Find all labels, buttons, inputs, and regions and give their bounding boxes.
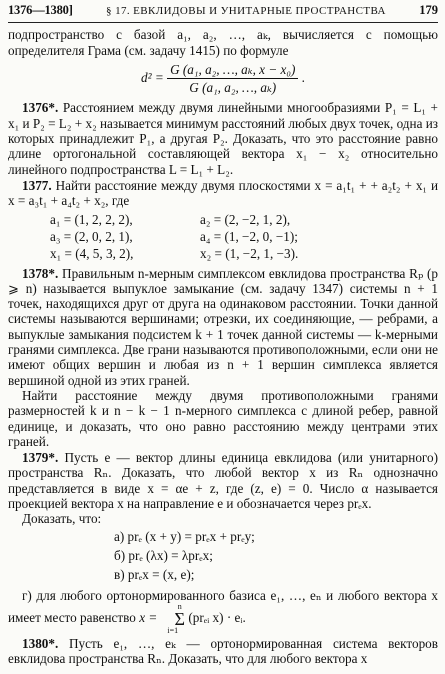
header-page-number: 179 — [419, 3, 438, 17]
item-b: б) prₑ (λx) = λprₑx; — [114, 547, 213, 563]
intro-text: подпространство с базой a₁, a₂, …, aₖ, вычисляется с помощью определителя Грама (см. задачу 1415) по формуле — [8, 27, 438, 58]
vector-row — [50, 212, 438, 229]
formula-numerator: G (a₁, a₂, …, aₖ, x − x₀) — [167, 62, 298, 79]
problem-1380 — [8, 636, 438, 667]
vector-a2: a₂ = (2, −2, 1, 2), — [200, 211, 291, 227]
problem-number: 1379*. — [22, 450, 59, 466]
proof-items — [114, 529, 438, 586]
item-g-text: г) для любого ортонормированного базиса e₁, …, eₙ и любого вектора x имеет место равенство — [8, 587, 438, 625]
problem-text: Расстоянием между двумя линейными многообразиями P₁ = L₁ + x₁ и P₂ = L₂ + x₂ называется минимум расстояний любых двух точек, одна из которых принадлежит P₁, а другая P₂. Доказать, что это расстояние равно длине ортогональной составляющей вектора x₁ − x₂ относительно линейного подпространства L = L₁ + L₂. — [8, 100, 438, 177]
item-a: а) prₑ (x + y) = prₑx + prₑy; — [114, 528, 255, 544]
vector-x1: x₁ = (4, 5, 3, 2), — [50, 245, 134, 261]
problem-1379 — [8, 450, 438, 511]
problem-number: 1380*. — [22, 635, 59, 651]
header-problem-range: 1376—1380] — [8, 3, 73, 17]
item-c: в) prₑx = (x, e); — [114, 566, 195, 582]
sum-lhs: x = — [139, 609, 158, 625]
sum-lower: i=1 — [167, 625, 179, 635]
problem-number: 1377. — [22, 177, 52, 193]
vector-row — [50, 246, 438, 263]
problem-text: Пусть e₁, …, eₖ — ортонормированная система векторов евклидова пространства Rₙ. Доказать, что для любого вектора x — [8, 635, 438, 667]
problem-number: 1378*. — [22, 265, 59, 281]
book-page — [8, 3, 438, 667]
problem-1378-task: Найти расстояние между двумя противоположными гранями размерностей k и n − k − 1 n-мерного симплекса с длиной ребер, равной единице, и доказать, что оно равно расстоянию между центрами этих граней. — [8, 387, 438, 449]
vector-a4: a₄ = (1, −2, 0, −1); — [200, 228, 298, 244]
formula-fraction — [167, 62, 298, 96]
vector-row — [50, 229, 438, 246]
problem-1377 — [8, 178, 438, 209]
summation — [161, 603, 185, 635]
problem-text: Пусть e — вектор длины единица евклидова (или унитарного) пространства Rₙ. Доказать, что любой вектор x из Rₙ однозначно представляется в виде x = αe + z, где (z, e) = 0. Число α называется проекцией вектора x на направление e и обозначается через prₑx. — [8, 450, 438, 512]
running-header — [8, 3, 438, 23]
vector-list — [50, 212, 438, 263]
problem-text: Найти расстояние между двумя плоскостями x = a₁t₁ + + a₂t₂ + x₁ и x = a₃t₁ + a₄t₂ + x₂, где — [8, 177, 438, 209]
problem-text: Правильным n-мерным симплексом евклидова пространства Rₚ (p ⩾ n) называется выпуклое замыкание (см. задачу 1347) системы n + 1 точек, находящихся друг от друга на одинаковом расстоянии. Точки данной системы называются вершинами; отрезки, их соединяющие, — ребрами, а выпуклые замыкания подсистем k + 1 точек данной системы — k-мерными гранями симплекса. Две грани называются противоположными, если они не имеют общих вершин и любая из n + 1 вершин симплекса является вершиной одной из этих граней. — [8, 265, 438, 388]
prove-label: Доказать, что: — [22, 511, 102, 527]
sum-rhs: (prₑᵢ x) · eᵢ. — [188, 609, 246, 625]
problem-1376 — [8, 100, 438, 176]
sigma-symbol: Σ — [174, 608, 186, 629]
vector-a1: a₁ = (1, 2, 2, 2), — [50, 211, 133, 227]
item-g — [8, 588, 438, 635]
vector-x2: x₂ = (1, −2, 1, −3). — [200, 245, 299, 261]
header-section-title: § 17. ЕВКЛИДОВЫ И УНИТАРНЫЕ ПРОСТРАНСТВА — [106, 5, 386, 17]
problem-number: 1376*. — [22, 100, 59, 116]
formula-lhs: d² = — [141, 69, 164, 85]
formula-period: . — [301, 69, 305, 85]
vector-a3: a₃ = (2, 0, 2, 1), — [50, 228, 133, 244]
formula-denominator: G (a₁, a₂, …, aₖ) — [189, 80, 277, 96]
sum-upper: n — [177, 601, 182, 611]
gram-formula — [8, 62, 438, 96]
problem-1378 — [8, 266, 438, 388]
